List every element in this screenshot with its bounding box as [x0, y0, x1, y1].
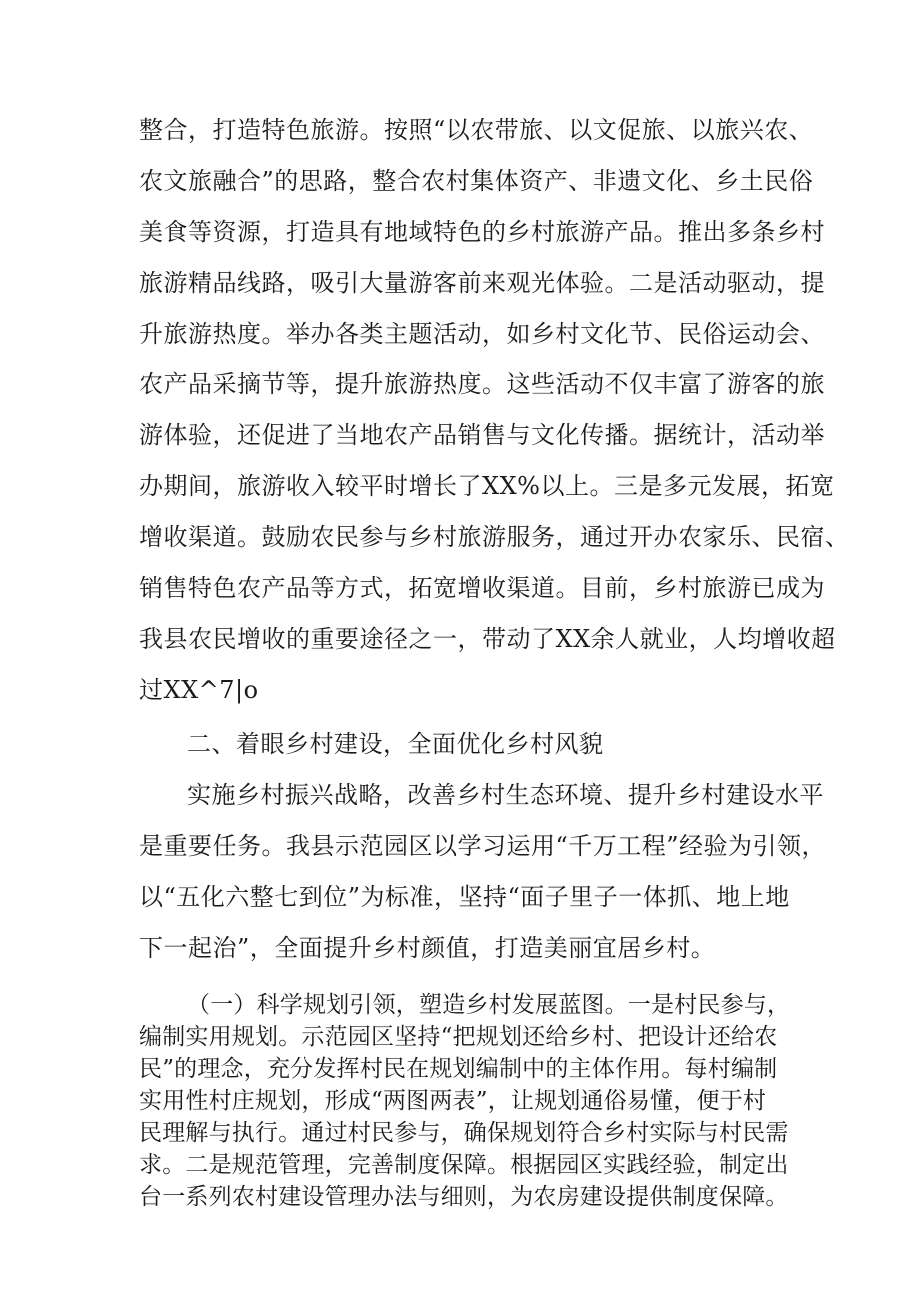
paragraph-line: 升旅游热度。举办各类主题活动，如乡村文化节、民俗运动会、 — [139, 320, 825, 348]
paragraph-line: 编制实用规划。示范园区坚持“把规划还给乡村、把设计还给农 — [139, 1024, 778, 1050]
paragraph-line: 游体验，还促进了当地农产品销售与文化传播。据统计，活动举 — [139, 421, 825, 449]
paragraph-line: 民”的理念，充分发挥村民在规划编制中的主体作用。每村编制 — [139, 1056, 778, 1082]
paragraph-line: 以“五化六整七到位”为标准，坚持“面子里子一体抓、地上地 — [139, 883, 790, 911]
paragraph-line: 下一起治”，全面提升乡村颜值，打造美丽宜居乡村。 — [139, 934, 716, 962]
paragraph-line: 旅游精品线路，吸引大量游客前来观光体验。二是活动驱动，提 — [139, 269, 825, 297]
paragraph-line: 台一系列农村建设管理办法与细则，为农房建设提供制度保障。 — [139, 1184, 789, 1210]
paragraph-line: 整合，打造特色旅游。按照“以农带旅、以文促旅、以旅兴农、 — [139, 116, 814, 144]
paragraph-line: 民理解与执行。通过村民参与，确保规划符合乡村实际与村民需 — [139, 1120, 789, 1146]
paragraph-line: 实施乡村振兴战略，改善乡村生态环境、提升乡村建设水平 — [187, 781, 824, 809]
paragraph-line: 销售特色农产品等方式，拓宽增收渠道。目前，乡村旅游已成为 — [139, 574, 825, 602]
paragraph-line: 求。二是规范管理，完善制度保障。根据园区实践经验，制定出 — [139, 1152, 789, 1178]
paragraph-line: 农产品采摘节等，提升旅游热度。这些活动不仅丰富了游客的旅 — [139, 370, 825, 398]
paragraph-line: （一）科学规划引领，塑造乡村发展蓝图。一是村民参与， — [187, 992, 791, 1018]
paragraph-line: 是重要任务。我县示范园区以学习运用“千万工程”经验为引领， — [139, 832, 827, 860]
paragraph-line: 农文旅融合”的思路，整合农村集体资产、非遗文化、乡土民俗 — [139, 167, 814, 195]
paragraph-line: 办期间，旅游收入较平时增长了XX%以上。三是多元发展，拓宽 — [139, 472, 835, 500]
paragraph-line: 我县农民增收的重要途径之一，带动了XX余人就业，人均增收超 — [139, 625, 836, 653]
paragraph-line: 实用性村庄规划，形成“两图两表”，让规划通俗易懂，便于村 — [139, 1088, 767, 1114]
section-heading: 二、着眼乡村建设，全面优化乡村风貌 — [187, 730, 604, 758]
paragraph-line: 增收渠道。鼓励农民参与乡村旅游服务，通过开办农家乐、民宿、 — [139, 523, 850, 551]
paragraph-line: 过XX^7|o — [139, 676, 259, 704]
paragraph-line: 美食等资源，打造具有地域特色的乡村旅游产品。推出多条乡村 — [139, 218, 825, 246]
